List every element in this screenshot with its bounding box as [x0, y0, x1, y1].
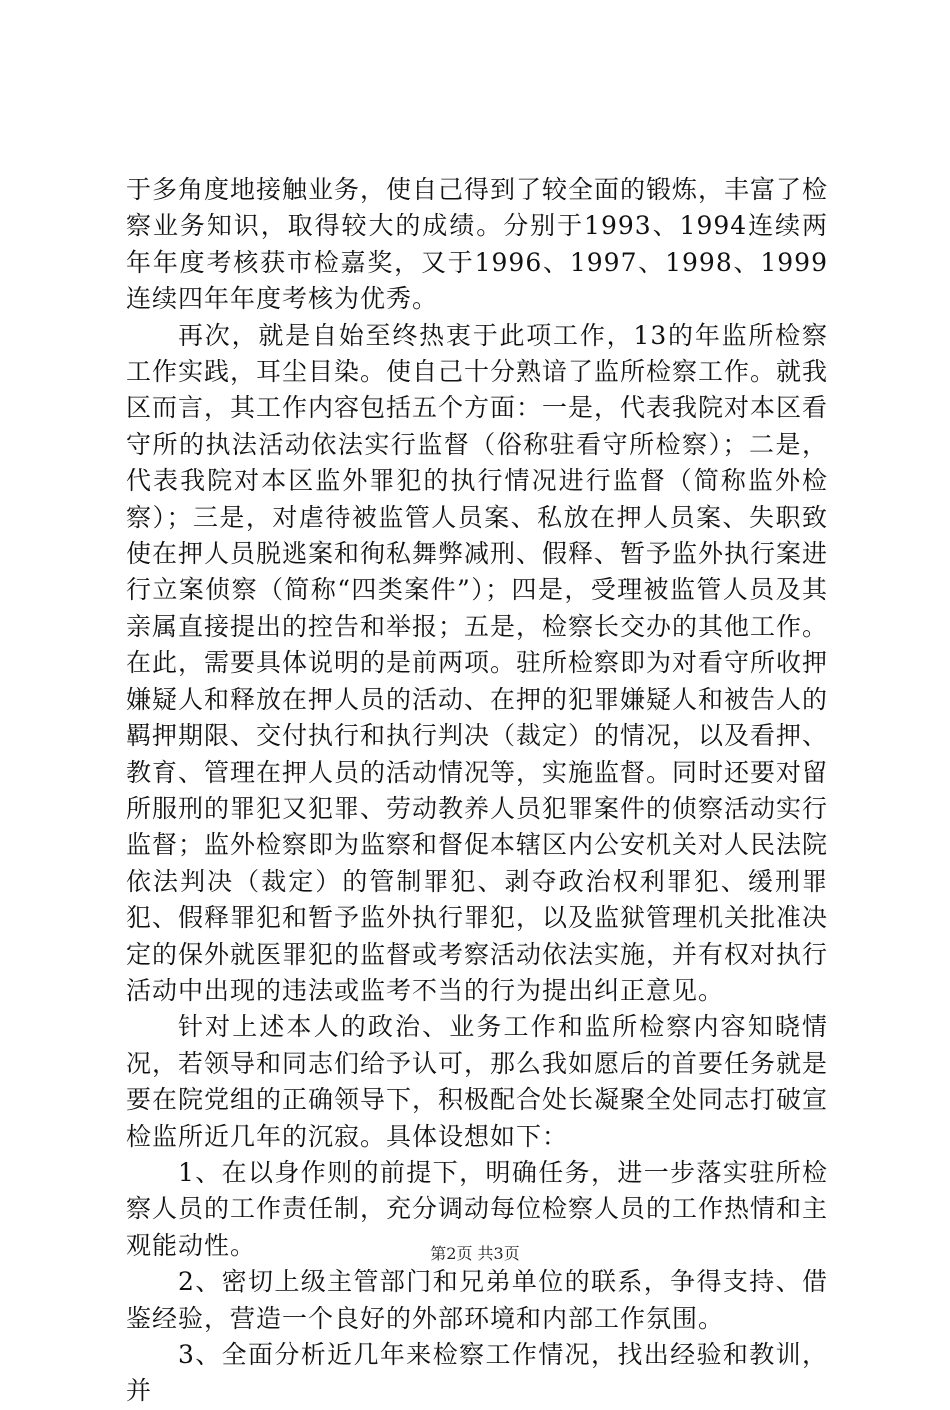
paragraph-plan-item-1: 1、在以身作则的前提下，明确任务，进一步落实驻所检察人员的工作责任制，充分调动每位检察人员的工作热情和主观能动性。	[126, 1157, 829, 1260]
paragraph-plan-item-2: 2、密切上级主管部门和兄弟单位的联系，争得支持、借鉴经验，营造一个良好的外部环境和内部工作氛围。	[126, 1267, 828, 1333]
paragraph-plan-item-3: 3、全面分析近几年来检察工作情况，找出经验和教训，并	[126, 1340, 828, 1406]
document-body	[126, 172, 828, 1410]
paragraph-work-content: 再次，就是自始至终热衷于此项工作，13的年监所检察工作实践，耳尘目染。使自己十分熟谙了监所检察工作。就我区而言，其工作内容包括五个方面：一是，代表我院对本区看守所的执法活动依法实行监督（俗称驻看守所检察）；二是，代表我院对本区监外罪犯的执行情况进行监督（简称监外检察）；三是，对虐待被监管人员案、私放在押人员案、失职致使在押人员脱逃案和徇私舞弊减刑、假释、暂予监外执行案进行立案侦察（简称“四类案件”）；四是，受理被监管人员及其亲属直接提出的控告和举报；五是，检察长交办的其他工作。在此，需要具体说明的是前两项。驻所检察即为对看守所收押嫌疑人和释放在押人员的活动、在押的犯罪嫌疑人和被告人的羁押期限、交付执行和执行判决（裁定）的情况，以及看押、教育、管理在押人员的活动情况等，实施监督。同时还要对留所服刑的罪犯又犯罪、劳动教养人员犯罪案件的侦察活动实行监督；监外检察即为监察和督促本辖区内公安机关对人民法院依法判决（裁定）的管制罪犯、剥夺政治权利罪犯、缓刑罪犯、假释罪犯和暂予监外执行罪犯，以及监狱管理机关批准决定的保外就医罪犯的监督或考察活动依法实施，并有权对执行活动中出现的违法或监考不当的行为提出纠正意见。	[126, 320, 829, 1005]
page-footer	[0, 1244, 950, 1264]
page-number-label: 第2页 共3页	[430, 1244, 520, 1263]
paragraph-continued: 于多角度地接触业务，使自己得到了较全面的锻炼，丰富了检察业务知识，取得较大的成绩。分别于1993、1994连续两年年度考核获市检嘉奖，又于1996、1997、1998、1999连续四年年度考核为优秀。	[126, 175, 829, 314]
paragraph-plan-intro: 针对上述本人的政治、业务工作和监所检察内容知晓情况，若领导和同志们给予认可，那么我如愿后的首要任务就是要在院党组的正确领导下，积极配合处长凝聚全处同志打破宣检监所近几年的沉寂。具体设想如下：	[126, 1012, 829, 1151]
